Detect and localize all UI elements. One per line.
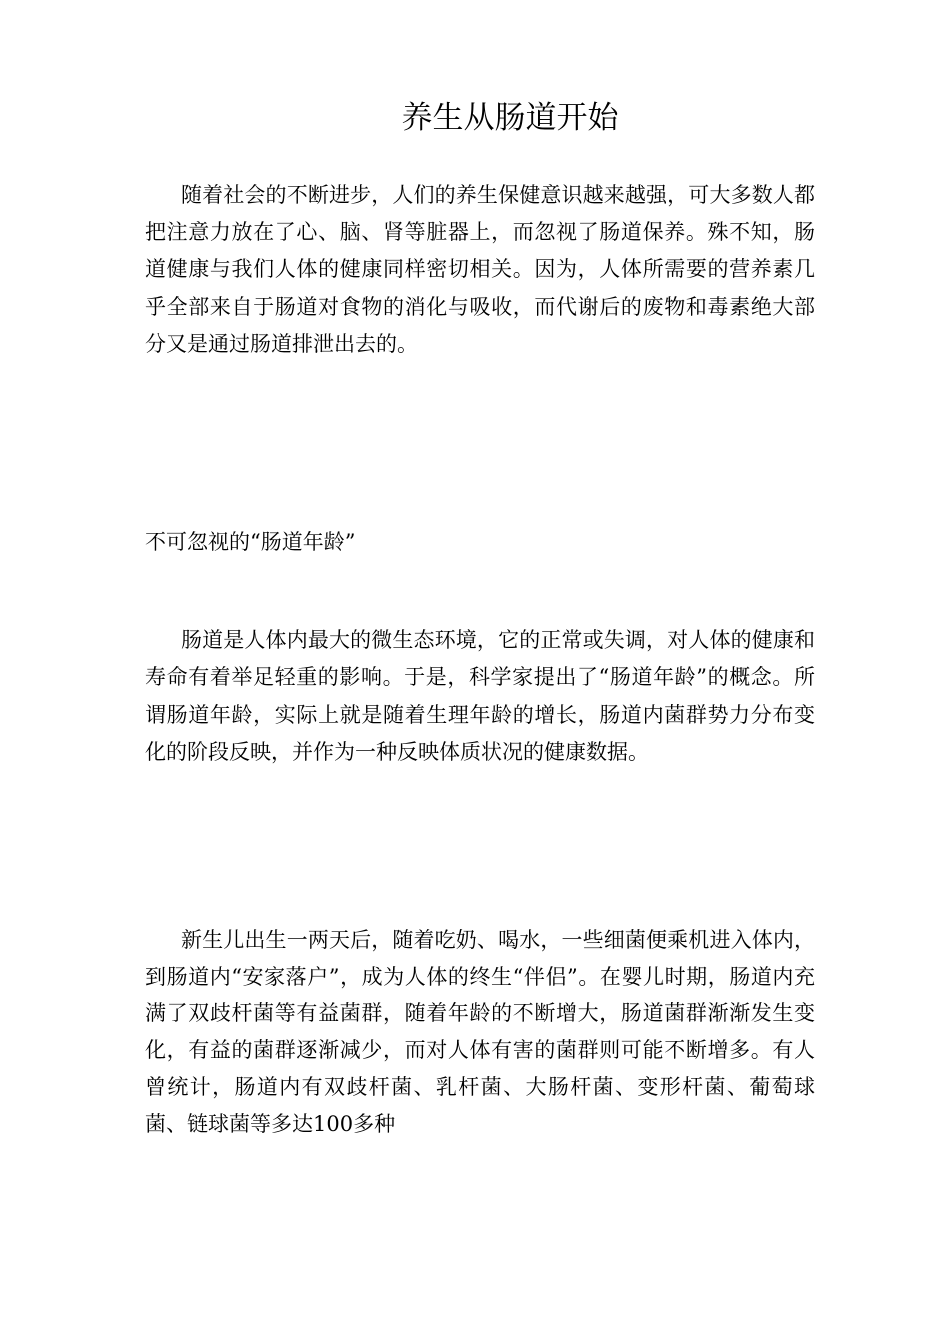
section-heading: 不可忽视的“肠道年龄”	[145, 530, 356, 554]
section-paragraph: 肠道是人体内最大的微生态环境，它的正常或失调，对人体的健康和寿命有着举足轻重的影响。于是，科学家提出了“肠道年龄”的概念。所谓肠道年龄，实际上就是随着生理年龄的增长，肠道内菌群势力分布变化的阶段反映，并作为一种反映体质状况的健康数据。	[145, 628, 815, 765]
document-title: 养生从肠道开始	[401, 100, 619, 136]
intro-paragraph: 随着社会的不断进步，人们的养生保健意识越来越强，可大多数人都把注意力放在了心、脑、肾等脏器上，而忽视了肠道保养。殊不知，肠道健康与我们人体的健康同样密切相关。因为，人体所需要的营养素几乎全部来自于肠道对食物的消化与吸收，而代谢后的废物和毒素绝大部分又是通过肠道排泄出去的。	[145, 183, 815, 356]
section-paragraph: 新生儿出生一两天后，随着吃奶、喝水，一些细菌便乘机进入体内，到肠道内“安家落户”，成为人体的终生“伴侣”。在婴儿时期，肠道内充满了双歧杆菌等有益菌群，随着年龄的不断增大，肠道菌群渐渐发生变化，有益的菌群逐渐减少，而对人体有害的菌群则可能不断增多。有人曾统计，肠道内有双歧杆菌、乳杆菌、大肠杆菌、变形杆菌、葡萄球菌、链球菌等多达100多种	[145, 928, 815, 1136]
